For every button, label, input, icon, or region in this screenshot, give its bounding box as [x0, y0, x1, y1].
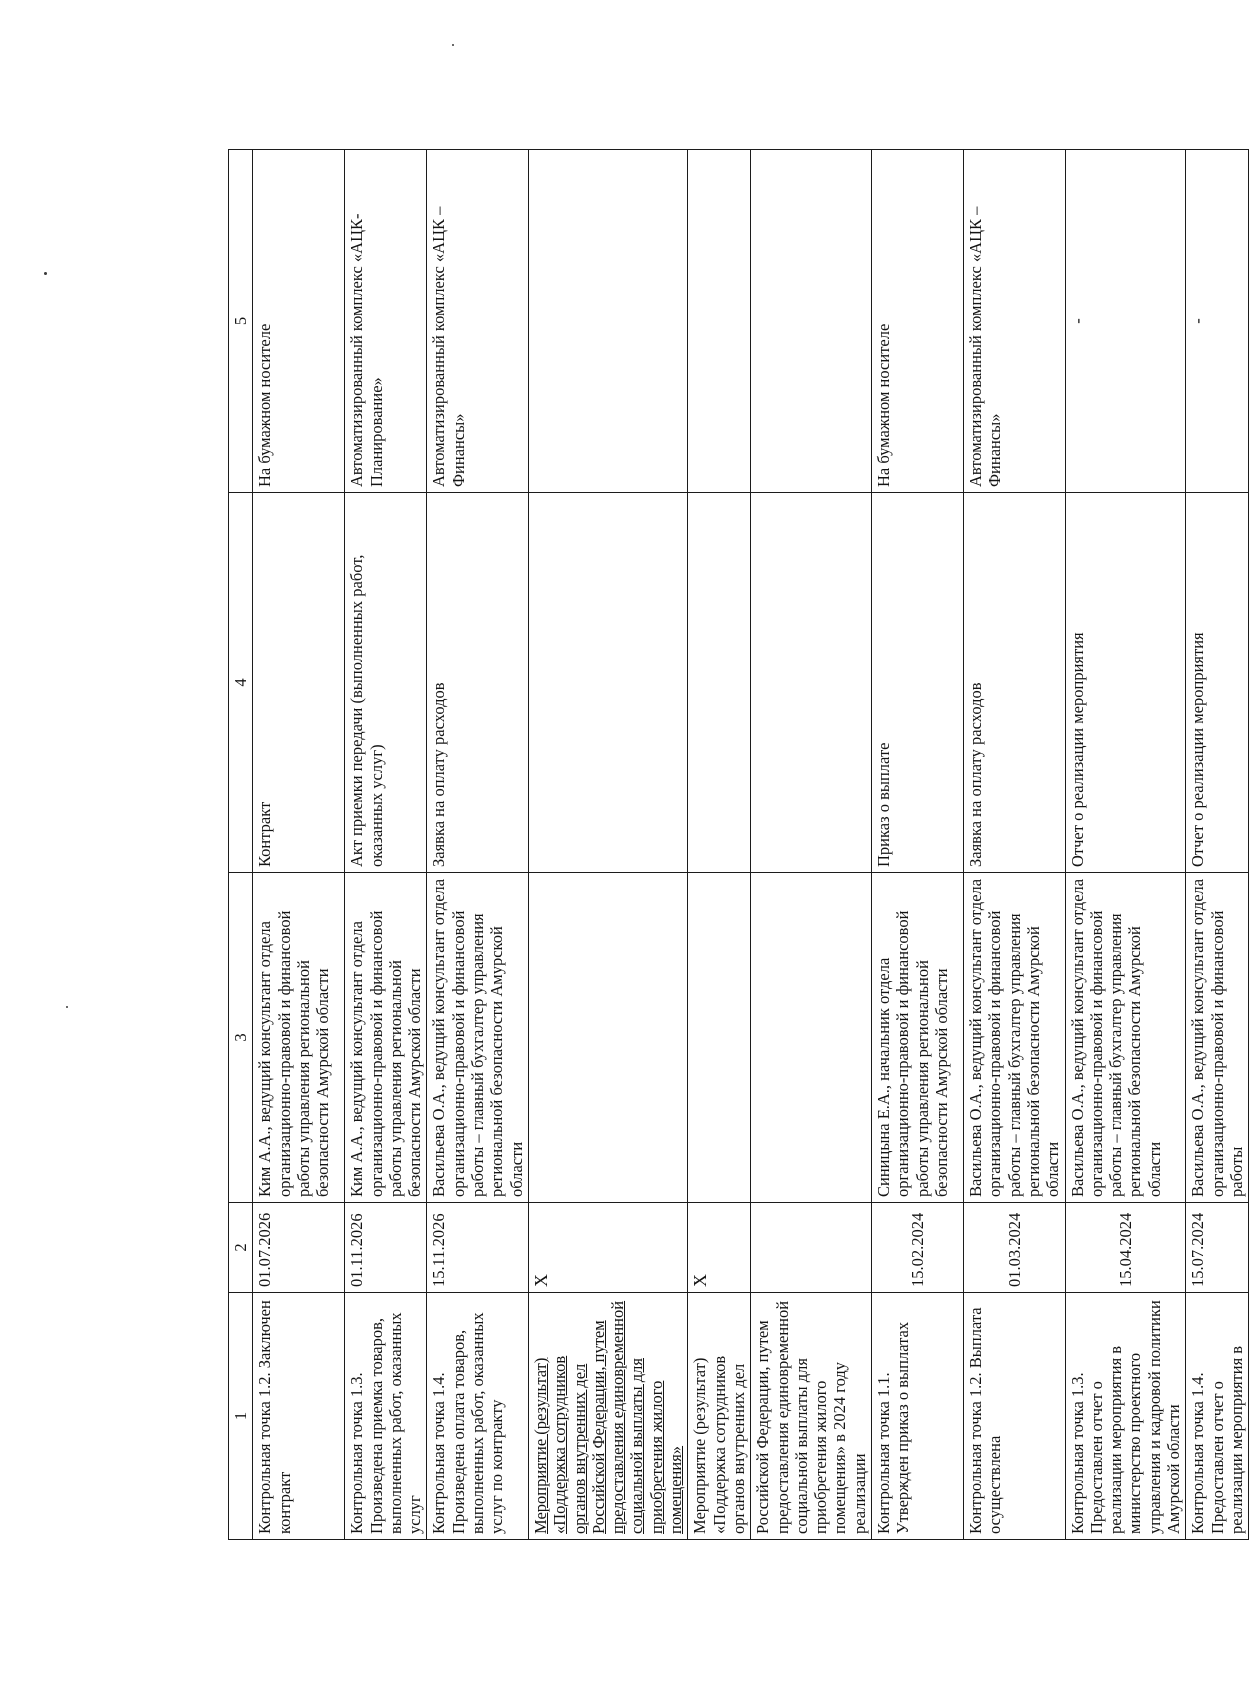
col-header-1: 1 [229, 1293, 253, 1540]
responsible-cell: Ким А.А., ведущий консультант отдела организационно-правовой и финансовой работы управления региональной безопасности Амурской области [253, 873, 345, 1203]
checkpoint-cell: Контрольная точка 1.3. Произведена приемка товаров, выполненных работ, оказанных услуг [345, 1293, 427, 1540]
checkpoint-cell: Контрольная точка 1.2. Заключен контракт [253, 1293, 345, 1540]
date-cell: 15.07.2024 [1186, 1203, 1249, 1293]
table-row [1065, 150, 1186, 1540]
event-cell: Мероприятие (результат) «Поддержка сотрудников органов внутренних дел [688, 1293, 751, 1540]
checkpoint-cell: Контрольная точка 1.3. Предоставлен отчет о реализации мероприятия в министерство проектного управления и кадровой политики Амурской области [1065, 1293, 1186, 1540]
col-header-2: 2 [229, 1203, 253, 1293]
empty-cell [688, 493, 751, 873]
table-row [688, 150, 751, 1540]
header-row [229, 150, 253, 1540]
responsible-cell: Васильева О.А., ведущий консультант отдела организационно-правовой и финансовой работы – главный бухгалтер управления региональной безопасности Амурской области [1065, 873, 1186, 1203]
checkpoint-cell: Контрольная точка 1.4. Произведена оплата товаров, выполненных работ, оказанных услуг по контракту [427, 1293, 528, 1540]
event-cell: Российской Федерации, путем предоставления единовременной социальной выплаты для приобретения жилого помещения» в 2024 году реализации [751, 1293, 872, 1540]
plan-table [228, 149, 1249, 1540]
empty-cell [688, 873, 751, 1203]
table-row [1186, 150, 1249, 1540]
event-cell: Мероприятие (результат) «Поддержка сотрудников органов внутренних дел Российской Федерации, путем предоставления единовременной социальной выплаты для приобретения жилого помещения» [528, 1293, 687, 1540]
table-row [345, 150, 427, 1540]
empty-cell [751, 493, 872, 873]
x-mark-cell: X [688, 1203, 751, 1293]
table-row [751, 150, 872, 1540]
checkpoint-cell: Контрольная точка 1.1. Утвержден приказ о выплатах [872, 1293, 964, 1540]
responsible-cell: Васильева О.А., ведущий консультант отдела организационно-правовой и финансовой работы [1186, 873, 1249, 1203]
system-cell: - [1186, 150, 1249, 493]
table-row [964, 150, 1065, 1540]
document-cell: Приказ о выплате [872, 493, 964, 873]
date-cell: 01.11.2026 [345, 1203, 427, 1293]
date-cell: 15.02.2024 [872, 1203, 964, 1293]
table-row [872, 150, 964, 1540]
empty-cell [528, 493, 687, 873]
document-cell: Отчет о реализации мероприятия [1065, 493, 1186, 873]
empty-cell [751, 873, 872, 1203]
date-cell: 15.04.2024 [1065, 1203, 1186, 1293]
document-cell: Контракт [253, 493, 345, 873]
date-cell: 01.03.2024 [964, 1203, 1065, 1293]
responsible-cell: Васильева О.А., ведущий консультант отдела организационно-правовой и финансовой работы – главный бухгалтер управления региональной безопасности Амурской области [427, 873, 528, 1203]
date-cell: 01.07.2026 [253, 1203, 345, 1293]
responsible-cell: Синицына Е.А., начальник отдела организационно-правовой и финансовой работы управления региональной безопасности Амурской области [872, 873, 964, 1203]
document-cell: Заявка на оплату расходов [964, 493, 1065, 873]
empty-cell [751, 150, 872, 493]
system-cell: На бумажном носителе [872, 150, 964, 493]
responsible-cell: Ким А.А., ведущий консультант отдела организационно-правовой и финансовой работы управления региональной безопасности Амурской области [345, 873, 427, 1203]
col-header-4: 4 [229, 493, 253, 873]
empty-cell [688, 150, 751, 493]
document-cell: Акт приемки передачи (выполненных работ, оказанных услуг) [345, 493, 427, 873]
system-cell: - [1065, 150, 1186, 493]
checkpoint-cell: Контрольная точка 1.2. Выплата осуществлена [964, 1293, 1065, 1540]
empty-cell [528, 150, 687, 493]
system-cell: Автоматизированный комплекс «АЦК – Финансы» [427, 150, 528, 493]
responsible-cell: Васильева О.А., ведущий консультант отдела организационно-правовой и финансовой работы – главный бухгалтер управления региональной безопасности Амурской области [964, 873, 1065, 1203]
checkpoint-cell: Контрольная точка 1.4. Предоставлен отчет о реализации мероприятия в [1186, 1293, 1249, 1540]
document-cell: Отчет о реализации мероприятия [1186, 493, 1249, 873]
x-mark-cell: X [528, 1203, 687, 1293]
table-row [528, 150, 687, 1540]
document-cell: Заявка на оплату расходов [427, 493, 528, 873]
system-cell: Автоматизированный комплекс «АЦК – Финансы» [964, 150, 1065, 493]
system-cell: На бумажном носителе [253, 150, 345, 493]
col-header-5: 5 [229, 150, 253, 493]
system-cell: Автоматизированный комплекс «АЦК-Планирование» [345, 150, 427, 493]
table-row [427, 150, 528, 1540]
col-header-3: 3 [229, 873, 253, 1203]
table-row [253, 150, 345, 1540]
empty-cell [528, 873, 687, 1203]
date-cell: 15.11.2026 [427, 1203, 528, 1293]
empty-cell [751, 1203, 872, 1293]
